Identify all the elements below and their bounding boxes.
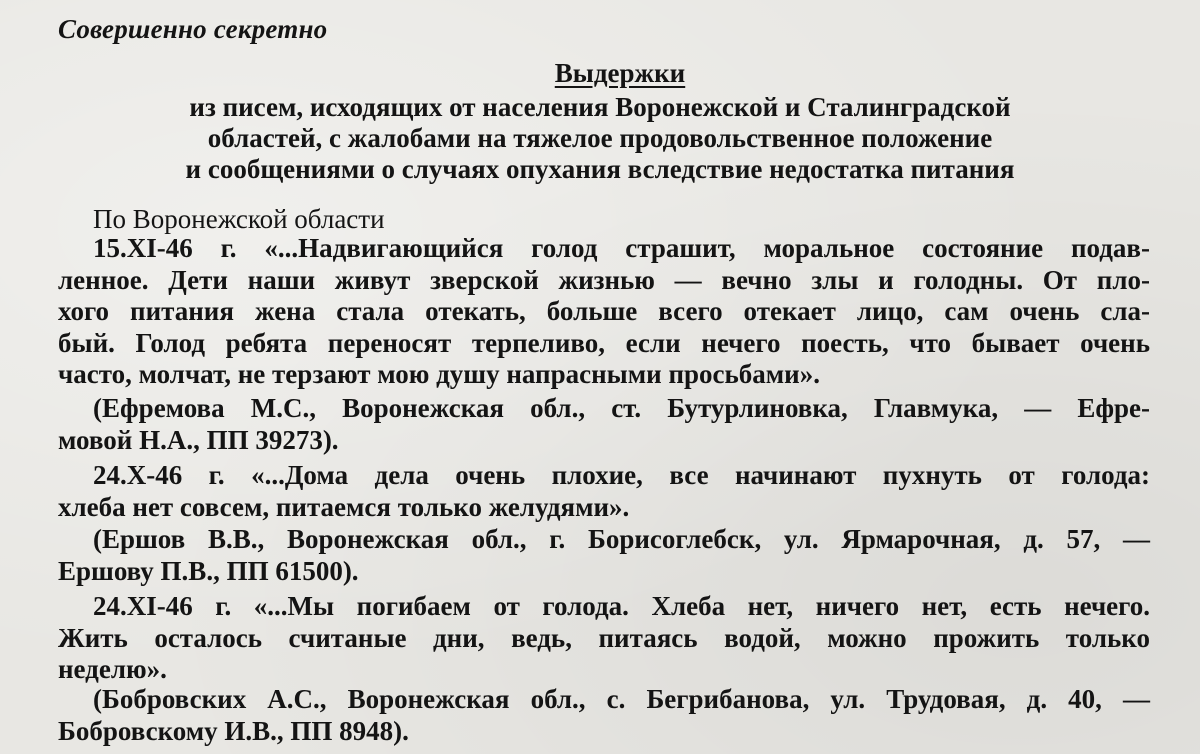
subtitle-line: и сообщениями о случаях опухания вследствие недостатка питания (185, 154, 1015, 184)
letter-excerpt-1 (58, 233, 1150, 391)
document-subtitle (0, 92, 1200, 185)
subtitle-line: областей, с жалобами на тяжелое продовольственное положение (207, 123, 993, 153)
text-line: хого питания жена стала отекать, больше всего отекает лицо, сам очень сла- (58, 296, 1150, 326)
text-line: бый. Голод ребята переносят терпеливо, если нечего поесть, что бывает очень (58, 327, 1150, 358)
letter-source-3 (58, 684, 1150, 747)
letter-excerpt-2 (58, 460, 1150, 523)
text-line: (Бобровских А.С., Воронежская обл., с. Бегрибанова, ул. Трудовая, д. 40, — (93, 684, 1150, 714)
text-line: 24.X-46 г. «...Дома дела очень плохие, все начинают пухнуть от голода: (93, 460, 1150, 490)
text-line: Ершову П.В., ПП 61500). (58, 555, 359, 586)
secrecy-stamp: Совершенно секретно (58, 14, 328, 44)
letter-excerpt-3 (58, 591, 1150, 686)
subtitle-line: из писем, исходящих от населения Воронежской и Сталинградской (189, 92, 1011, 122)
text-line: ленное. Дети наши живут зверской жизнью — вечно злы и голодны. От пло- (58, 264, 1150, 295)
text-line: 15.XI-46 г. «...Надвигающийся голод страшит, моральное состояние подав- (93, 233, 1150, 263)
text-line: часто, молчат, не терзают мою душу напрасными просьбами». (58, 359, 820, 389)
text-line: неделю». (58, 654, 167, 684)
letter-source-1 (58, 393, 1150, 456)
document-title-text: Выдержки (554, 58, 686, 88)
text-line: 24.XI-46 г. «...Мы погибаем от голода. Хлеба нет, ничего нет, есть нечего. (93, 591, 1150, 621)
text-line: мовой Н.А., ПП 39273). (58, 424, 339, 455)
text-line: (Ершов В.В., Воронежская обл., г. Борисоглебск, ул. Ярмарочная, д. 57, — (93, 524, 1150, 554)
section-heading: По Воронежской области (93, 204, 385, 234)
text-line: Жить осталось считаные дни, ведь, питаясь водой, можно прожить только (58, 622, 1150, 653)
text-line: хлеба нет совсем, питаемся только желудями». (58, 491, 630, 522)
text-line: Бобровскому И.В., ПП 8948). (58, 715, 409, 746)
text-line: (Ефремова М.С., Воронежская обл., ст. Бутурлиновка, Главмука, — Ефре- (93, 393, 1150, 423)
document-title (0, 58, 1200, 89)
letter-source-2 (58, 524, 1150, 587)
